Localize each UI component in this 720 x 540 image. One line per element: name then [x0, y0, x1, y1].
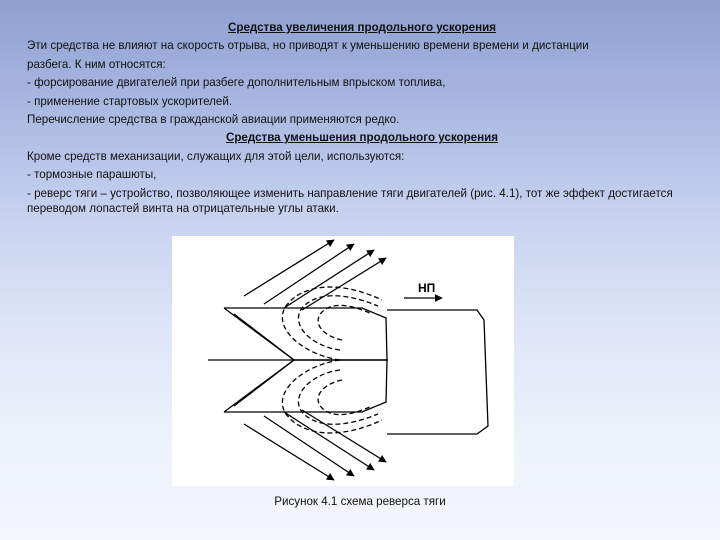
label-np: НП: [418, 281, 436, 295]
heading-decrease: Средства уменьшения продольного ускорения: [225, 131, 499, 145]
thrust-reverser-diagram: [172, 236, 514, 486]
nacelle-outline: [387, 310, 488, 434]
paragraph-1-continued: разбега. К ним относятся:: [27, 57, 166, 71]
lower-door: [224, 360, 387, 412]
heading-increase: Средства увеличения продольного ускорения: [227, 21, 497, 34]
list-item-1: - форсирование двигателей при разбеге дополнительным впрыском топлива,: [27, 76, 446, 90]
paragraph-1: Эти средства не влияют на скорость отрыва, но приводят к уменьшению времени времени и дистанции: [27, 39, 589, 53]
upper-flow: [282, 287, 382, 360]
paragraph-3: Кроме средств механизации, служащих для этой цели, используются:: [27, 149, 405, 163]
slide-text: [27, 19, 697, 216]
figure-caption: Рисунок 4.1 схема реверса тяги: [274, 495, 446, 508]
lower-flow: [282, 360, 382, 433]
upper-door: [224, 308, 387, 360]
thrust-reverser-figure: [172, 236, 514, 486]
list-item-3: - тормозные парашюты,: [27, 168, 157, 182]
paragraph-2: Перечисление средства в гражданской авиации применяются редко.: [27, 113, 400, 127]
list-item-4: - реверс тяги – устройство, позволяющее изменить направление тяги двигателей (рис. 4.1), тот же эффект достигается переводом лопастей винта на отрицательные углы атаки.: [27, 186, 673, 215]
list-item-2: - применение стартовых ускорителей.: [27, 94, 233, 108]
